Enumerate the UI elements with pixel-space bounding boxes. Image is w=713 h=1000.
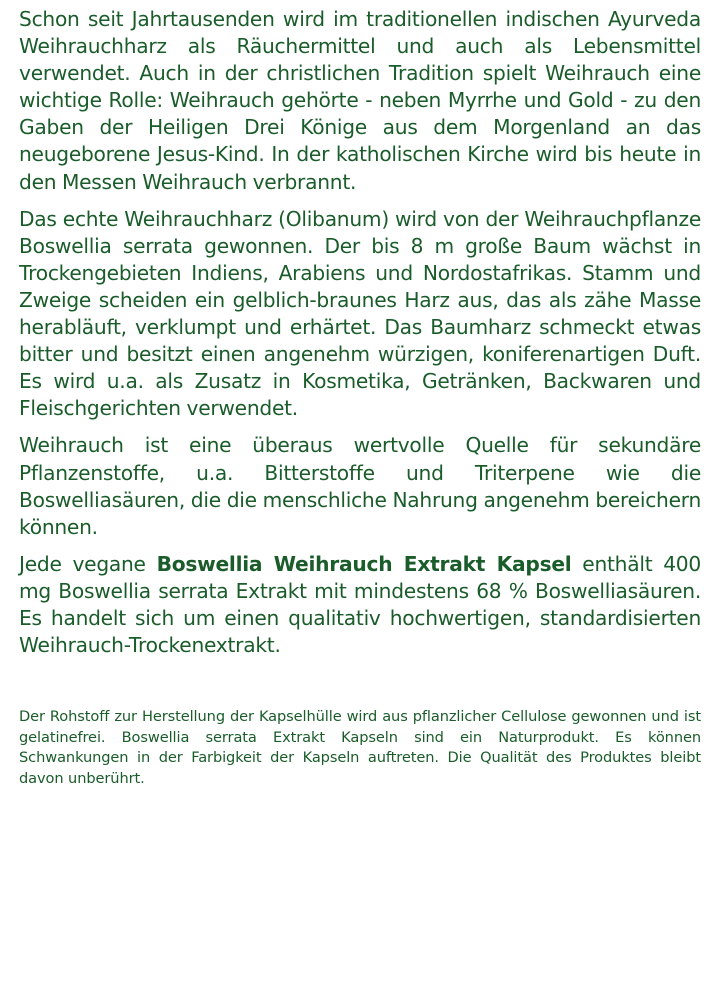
product-intro: Jede vegane <box>19 551 157 576</box>
footnote: Der Rohstoff zur Herstellung der Kapselhülle wird aus pflanzlicher Cellulose gewonnen und ist gelatinefrei. Boswellia serrata Extrakt Kapseln sind ein Naturprodukt. Es können Schwankungen in der Farbigkeit der Kapseln auftreten. Die Qualität des Produktes bleibt davon unberührt. <box>19 708 701 787</box>
paragraph-origin: Das echte Weihrauchharz (Olibanum) wird von der Weihrauchpflanze Boswellia serrata gewonnen. Der bis 8 m große Baum wächst in Trockengebieten Indiens, Arabiens und Nordostafrikas. Stamm und Zweige scheiden ein gelblich-braunes Harz aus, das als zähe Masse herabläuft, verklumpt und erhärtet. Das Baumharz schmeckt etwas bitter und besitzt einen angenehm würzigen, koniferenartigen Duft. Es wird u.a. als Zusatz in Kosmetika, Getränken, Backwaren und Fleischgerichten verwendet. <box>19 206 701 421</box>
product-details: enthält 400 mg Boswellia serrata Extrakt mit mindestens 68 % Boswelliasäuren. Es handelt sich um einen qualitativ hochwertigen, standardisierten Weihrauch-Trockenextrakt. <box>19 551 701 658</box>
product-name: Boswellia Weihrauch Extrakt Kapsel <box>156 551 572 576</box>
paragraph-product <box>19 551 701 659</box>
paragraph-ingredients: Weihrauch ist eine überaus wertvolle Quelle für sekundäre Pflanzenstoffe, u.a. Bitterstoffe und Triterpene wie die Boswelliasäuren, die die menschliche Nahrung angenehm bereichern können. <box>19 433 701 539</box>
paragraph-history: Schon seit Jahrtausenden wird im traditionellen indischen Ayurveda Weihrauchharz als Räuchermittel und auch als Lebensmittel verwendet. Auch in der christlichen Tradition spielt Weihrauch eine wichtige Rolle: Weihrauch gehörte - neben Myrrhe und Gold - zu den Gaben der Heiligen Drei Könige aus dem Morgenland an das neugeborene Jesus-Kind. In der katholischen Kirche wird bis heute in den Messen Weihrauch verbrannt. <box>19 7 701 194</box>
